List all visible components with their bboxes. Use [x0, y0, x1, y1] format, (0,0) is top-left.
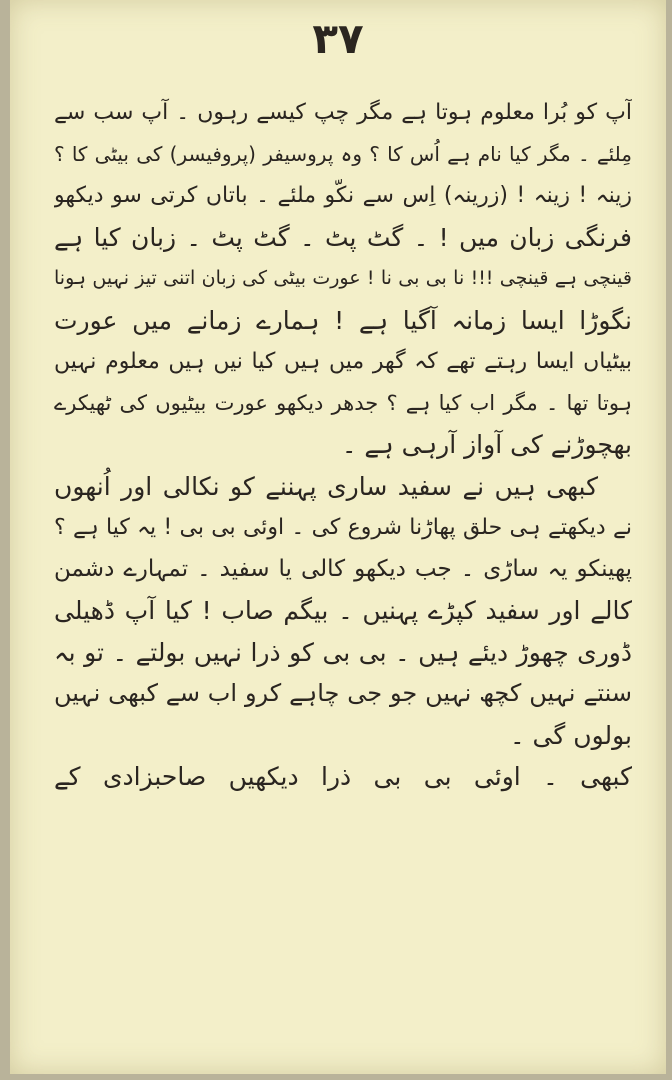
text-line: بھچوڑنے کی آواز آرہی ہے ۔	[341, 430, 632, 459]
page-number: ۳۷	[312, 14, 364, 63]
text-line: نے دیکھتے ہی حلق پھاڑنا شروع کی ۔ اوئی بی بی ! یہ کیا ہے ؟	[54, 515, 632, 540]
text-line: نگوڑا ایسا زمانہ آگیا ہے ! ہمارے زمانے میں عورت	[54, 305, 632, 335]
text-line: مِلئے ۔ مگر کیا نام ہے اُس کا ؟ وہ پروسیفر (پروفیسر) کی بیٹی کا ؟	[54, 141, 632, 166]
text-line: کبھی ہیں نے سفید ساری پہننے کو نکالی اور اُنھوں	[54, 471, 598, 501]
text-line: پھینکو یہ ساڑی ۔ جب دیکھو کالی یا سفید ۔ تمہارے دشمن	[54, 555, 632, 582]
text-line: کالے اور سفید کپڑے پہنیں ۔ بیگم صاب ! کیا آپ ڈھیلی	[54, 596, 632, 625]
urdu-text-body	[54, 92, 632, 798]
text-line: زینہ ! زینہ ! (زرینہ) اِس سے نکّو ملئے ۔ باتاں کرتی سو دیکھو	[54, 183, 632, 208]
text-line: ہوتا تھا ۔ مگر اب کیا ہے ؟ جدھر دیکھو عورت بیٹیوں کی ٹھیکرے	[54, 390, 632, 415]
text-line: بولوں گی ۔	[509, 720, 632, 750]
text-line: قینچی ہے قینچی !!! نا بی بی نا ! عورت بیٹی کی زبان اتنی تیز نہیں ہونا	[54, 267, 632, 289]
book-page	[10, 0, 666, 1074]
text-line: فرنگی زبان میں ! ۔ گٹ پٹ ۔ گٹ پٹ ۔ زبان کیا ہے	[54, 222, 632, 252]
text-line: ڈوری چھوڑ دیئے ہیں ۔ بی بی کو ذرا نہیں بولتے ۔ تو بہ	[54, 637, 632, 667]
text-line: کبھی ۔ اوئی بی بی ذرا دیکھیں صاحبزادی کے	[54, 762, 632, 791]
text-line: سنتے نہیں کچھ نہیں جو جی چاہے کرو اب سے کبھی نہیں	[54, 679, 632, 707]
text-line: آپ کو بُرا معلوم ہوتا ہے مگر چپ کیسے رہوں ۔ آپ سب سے	[54, 100, 632, 125]
text-line: بیٹیاں ایسا رہتے تھے کہ گھر میں ہیں کیا نیں ہیں معلوم نہیں	[54, 349, 632, 374]
